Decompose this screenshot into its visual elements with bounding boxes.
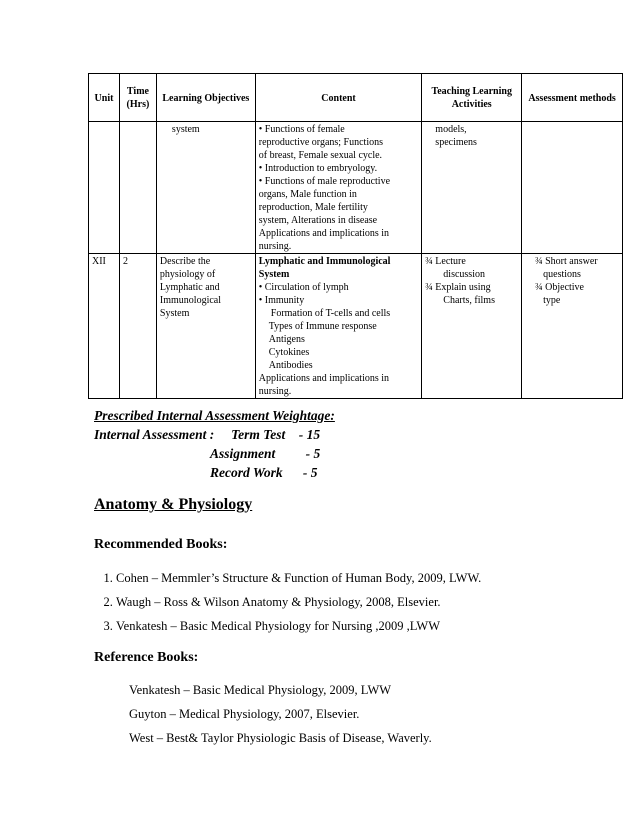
content-title: System	[258, 269, 290, 280]
cell-teaching: models, specimens	[422, 122, 522, 254]
reference-list	[129, 678, 609, 750]
content-line: • Circulation of lymph	[258, 282, 349, 293]
cell-assessment	[522, 122, 623, 254]
content-line: • Functions of male reproductive	[258, 176, 391, 187]
weightage-line: Internal Assessment : Term Test - 15	[94, 427, 321, 442]
content-line: • Introduction to embryology.	[258, 163, 378, 174]
header-unit: Unit	[89, 74, 120, 122]
content-line: reproduction, Male fertility	[258, 202, 368, 213]
cell-time	[119, 122, 156, 254]
content-line: nursing.	[258, 386, 292, 397]
content-line: Formation of T-cells and cells	[270, 308, 391, 319]
cell-objectives: Describe the physiology of Lymphatic and Immunological System	[156, 254, 255, 399]
header-teaching: Teaching Learning Activities	[422, 74, 522, 122]
recommended-list	[94, 566, 636, 638]
content-line: Antigens	[268, 334, 305, 345]
content-line: • Immunity	[258, 295, 305, 306]
header-objectives: Learning Objectives	[156, 74, 255, 122]
cell-content	[255, 254, 422, 399]
syllabus-table	[88, 73, 623, 399]
table-row	[89, 122, 623, 254]
content-line: system, Alterations in disease	[258, 215, 378, 226]
header-content: Content	[255, 74, 422, 122]
content-line: nursing.	[258, 241, 292, 252]
content-line: Types of Immune response	[268, 321, 377, 332]
content-line: organs, Male function in	[258, 189, 357, 200]
content-title: Lymphatic and Immunological	[258, 256, 391, 267]
weightage-line: Assignment - 5	[210, 446, 321, 461]
list-item: West – Best& Taylor Physiologic Basis of Disease, Waverly.	[129, 731, 432, 745]
cell-content	[255, 122, 422, 254]
recommended-heading: Recommended Books:	[94, 537, 228, 552]
list-item: 1. Cohen – Memmler’s Structure & Function of Human Body, 2009, LWW.	[116, 566, 636, 590]
content-line: of breast, Female sexual cycle.	[258, 150, 383, 161]
cell-unit: XII	[89, 254, 120, 399]
content-line: • Functions of female	[258, 124, 345, 135]
list-item: Venkatesh – Basic Medical Physiology, 2009, LWW	[129, 683, 392, 697]
header-time: Time (Hrs)	[119, 74, 156, 122]
cell-unit	[89, 122, 120, 254]
content-line: Applications and implications in	[258, 228, 390, 239]
list-item: 2. Waugh – Ross & Wilson Anatomy & Physiology, 2008, Elsevier.	[116, 590, 636, 614]
content-line: Cytokines	[268, 347, 310, 358]
cell-teaching: ¾ Lecture discussion ¾ Explain using Charts, films	[422, 254, 522, 399]
assessment-weightage	[94, 406, 335, 482]
cell-objectives: system	[156, 122, 255, 254]
list-item: Guyton – Medical Physiology, 2007, Elsevier.	[129, 707, 360, 721]
header-assessment: Assessment methods	[522, 74, 623, 122]
weightage-title: Prescribed Internal Assessment Weightage:	[94, 408, 335, 423]
content-line: Applications and implications in	[258, 373, 390, 384]
content-line: reproductive organs; Functions	[258, 137, 384, 148]
weightage-line: Record Work - 5	[210, 465, 318, 480]
table-row	[89, 254, 623, 399]
cell-time: 2	[119, 254, 156, 399]
section-title: Anatomy & Physiology	[94, 496, 253, 513]
list-item: 3. Venkatesh – Basic Medical Physiology for Nursing ,2009 ,LWW	[116, 614, 636, 638]
reference-heading: Reference Books:	[94, 650, 199, 665]
content-line: Antibodies	[268, 360, 313, 371]
cell-assessment: ¾ Short answer questions ¾ Objective type	[522, 254, 623, 399]
